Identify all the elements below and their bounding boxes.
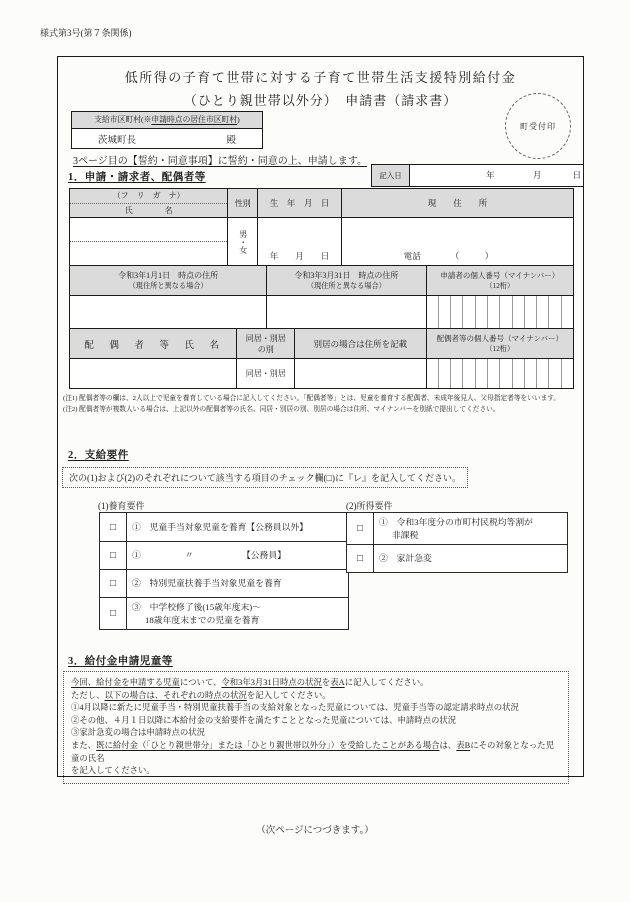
mynumber-digit-box[interactable]: [475, 296, 487, 328]
mynumber-digit-box[interactable]: [487, 359, 499, 388]
care-checkbox-1[interactable]: □: [100, 513, 127, 541]
mynumber-digit-box[interactable]: [524, 296, 536, 328]
current-address-header-cell: 現 住 所: [341, 189, 573, 217]
furigana-label: （フ リ ガ ナ）: [70, 189, 227, 204]
mynumber-digit-box[interactable]: [536, 296, 548, 328]
form-title-line1: 低所得の子育て世帯に対する子育て世帯生活支援特別給付金: [124, 70, 517, 85]
income-row: [347, 513, 567, 544]
sex-options[interactable]: 男・女: [238, 229, 248, 254]
address-jan1-sublabel: （現住所と異なる場合）: [128, 281, 208, 290]
separate-address-header-cell: 別居の場合は住所を記載: [294, 329, 425, 358]
mynumber-digit-box[interactable]: [487, 296, 499, 328]
applicant-mynumber-digits-label: （12桁）: [485, 281, 515, 290]
spouse-name-header-cell: 配 偶 者 等 氏 名: [70, 329, 236, 358]
section3-text-line: ③家計急変の場合は申請時点の状況: [71, 728, 205, 738]
receipt-stamp-circle: [505, 93, 571, 159]
entry-date-month-label: 月: [532, 170, 542, 180]
section3-text-line: ②その他、４月１日以降に本給付金の支給要件を満たすこととなった児童については、申請時点の状況: [71, 715, 457, 725]
section3-instruction-box: [63, 671, 569, 784]
section3-text-line: ただし、以下の場合は、それぞれの時点の状況を記入してください。: [71, 690, 331, 700]
spouse-name-input-cell[interactable]: [70, 359, 236, 388]
pledge-statement: 3ページ目の【誓約・同意事項】に誓約・同意の上、申請します。: [73, 156, 367, 167]
recipient-header-pre: 支給市区町村(※: [94, 115, 152, 124]
birthdate-input-cell[interactable]: 年 月 日: [257, 218, 341, 265]
note-1: (注1) 配偶者等の欄は、2人以上で児童を養育している場合に記入してください。「配偶者等」とは、児童を養育する配偶者、未成年後見人、父母指定者等をいいます。: [63, 395, 561, 402]
income-label-2: ② 家計急変: [379, 553, 432, 564]
name-input[interactable]: [70, 242, 227, 265]
mynumber-digit-box[interactable]: [438, 359, 450, 388]
furigana-input[interactable]: [70, 218, 227, 242]
care-requirement-table: [99, 512, 349, 630]
sex-header-cell: 性別: [227, 189, 257, 217]
care-label-3: ② 特別児童扶養手当対象児童を養育: [132, 578, 282, 589]
form-title-line2: （ひとり親世帯以外分） 申請書（請求書）: [183, 93, 458, 108]
mynumber-digit-box[interactable]: [475, 359, 487, 388]
care-row: [100, 541, 348, 569]
section3-text-line: ①4月以降に新たに児童手当・特別児童扶養手当の支給対象となった児童については、児童手当等の認定請求時点の状況: [71, 703, 519, 713]
income-requirement-title: (2)所得要件: [346, 501, 393, 511]
name-input-cell[interactable]: [70, 218, 227, 265]
care-label-1: ① 児童手当対象児童を養育【公務員以外】: [132, 521, 308, 532]
cohabit-label-line1: 同居・別居: [245, 333, 286, 343]
section1-heading: 1．申請・請求者、配偶者等: [68, 172, 206, 183]
care-requirement-title: (1)養育要件: [98, 501, 145, 511]
separate-address-input-cell[interactable]: [294, 359, 425, 388]
care-row: [100, 597, 348, 629]
section3-text-line: また、既に給付金（「ひとり親世帯分」または「ひとり親世帯以外分」）を受給したことがある場合は、表Bにその対象となった児童の氏名: [71, 740, 554, 763]
recipient-municipality-box: [71, 111, 263, 149]
form-border: [57, 56, 584, 777]
applicant-mynumber-input-cell[interactable]: [426, 296, 573, 328]
applicant-mynumber-label: 申請者の個人番号（マイナンバー）: [440, 270, 560, 280]
mynumber-digit-box[interactable]: [427, 296, 438, 328]
section3-text-line: を記入してください。: [71, 766, 155, 776]
section2-heading: 2．支給要件: [68, 450, 129, 461]
income-checkbox-1[interactable]: □: [347, 513, 374, 544]
address-jan1-header-cell: [70, 266, 266, 295]
entry-date-day-label: 日: [572, 170, 582, 180]
spouse-mynumber-label: 配偶者等の個人番号（マイナンバー）: [436, 333, 564, 343]
applicant-mynumber-digit-boxes[interactable]: [427, 296, 573, 328]
entry-date-box: [371, 164, 584, 187]
income-label-1: ① 令和3年度分の市町村民税均等割が 非課税: [379, 517, 533, 540]
mynumber-digit-box[interactable]: [450, 359, 462, 388]
mynumber-digit-box[interactable]: [462, 359, 474, 388]
cohabit-label-line2: の別: [257, 344, 274, 354]
mynumber-digit-box[interactable]: [427, 359, 438, 388]
continued-next-page-note: （次ページにつづきます。）: [256, 826, 374, 836]
cohabit-choice-cell[interactable]: 同居・別居: [236, 359, 294, 388]
spouse-mynumber-digit-boxes[interactable]: [427, 359, 573, 388]
entry-date-field[interactable]: [410, 165, 583, 186]
care-row: [100, 513, 348, 541]
mynumber-digit-box[interactable]: [499, 359, 511, 388]
care-row: [100, 569, 348, 597]
entry-date-label: 記入日: [372, 165, 410, 186]
mynumber-digit-box[interactable]: [524, 359, 536, 388]
recipient-header-post: ): [237, 115, 240, 124]
form-code: 様式第3号(第７条関係): [40, 28, 132, 38]
recipient-box-header: [72, 112, 262, 129]
care-checkbox-4[interactable]: □: [100, 598, 127, 629]
name-label: 氏 名: [124, 205, 173, 215]
care-checkbox-2[interactable]: □: [100, 542, 127, 569]
section3-text-line: 今回、給付金を申請する児童について、令和3年3月31日時点の状況を表Aに記入してください。: [71, 678, 429, 687]
mynumber-digit-box[interactable]: [548, 359, 560, 388]
care-label-4: ③ 中学校修了後(15歳年度末)～ 18歳年度末までの児童を養育: [132, 602, 262, 625]
mynumber-digit-box[interactable]: [499, 296, 511, 328]
phone-paren: （ ）: [450, 251, 494, 261]
address-mar31-label: 令和3年3月31日 時点の住所: [294, 270, 399, 280]
income-requirement-table: [346, 512, 568, 573]
receipt-stamp-label: 町受付印: [520, 121, 556, 131]
mynumber-digit-box[interactable]: [512, 359, 524, 388]
recipient-header-underlined: 申請時点の居住市区町村: [151, 115, 238, 124]
mynumber-digit-box[interactable]: [450, 296, 462, 328]
birthdate-header-cell: 生 年 月 日: [257, 189, 341, 217]
address-jan1-label: 令和3年1月1日 時点の住所: [118, 270, 219, 280]
mynumber-digit-box[interactable]: [548, 296, 560, 328]
spouse-mynumber-input-cell[interactable]: [426, 359, 573, 388]
applicant-table: [69, 188, 574, 389]
section2-instruction: 次の(1)および(2)のそれぞれについて該当する項目のチェック欄(□)に『レ』を記入してください。: [62, 467, 468, 488]
care-checkbox-3[interactable]: □: [100, 570, 127, 597]
section1-notes: [63, 394, 581, 415]
mynumber-digit-box[interactable]: [512, 296, 524, 328]
income-row: [347, 544, 567, 572]
care-label-2: ① 〃 【公務員】: [132, 550, 286, 561]
mynumber-digit-box[interactable]: [438, 296, 450, 328]
income-checkbox-2[interactable]: □: [347, 545, 374, 572]
spouse-mynumber-header-cell: [426, 329, 573, 358]
spouse-mynumber-digits-label: （12桁）: [485, 344, 515, 353]
address-mar31-sublabel: （現住所と異なる場合）: [306, 281, 386, 290]
entry-date-year-label: 年: [486, 170, 495, 180]
mynumber-digit-box[interactable]: [536, 359, 548, 388]
address-jan1-input-cell[interactable]: [70, 296, 266, 328]
honorific-label: 殿: [226, 135, 236, 146]
section3-heading: 3．給付金申請児童等: [68, 656, 173, 667]
note-2: (注2) 配偶者等が複数人いる場合は、上記以外の配偶者等の氏名、同居・別居の別、別居の場合は住所、マイナンバーを別紙で提出してください。: [63, 405, 500, 413]
name-header-cell: [70, 189, 227, 217]
address-input-cell[interactable]: [341, 218, 573, 265]
mynumber-digit-box[interactable]: [561, 359, 573, 388]
mynumber-digit-box[interactable]: [561, 296, 573, 328]
applicant-mynumber-header-cell: [426, 266, 573, 295]
address-mar31-input-cell[interactable]: [266, 296, 425, 328]
sex-choice-cell[interactable]: [227, 218, 257, 265]
phone-label: 電話: [403, 251, 421, 261]
cohabit-header-cell: [236, 329, 294, 358]
addressee-name: 茨城町長: [98, 135, 137, 146]
address-mar31-header-cell: [266, 266, 425, 295]
mynumber-digit-box[interactable]: [462, 296, 474, 328]
